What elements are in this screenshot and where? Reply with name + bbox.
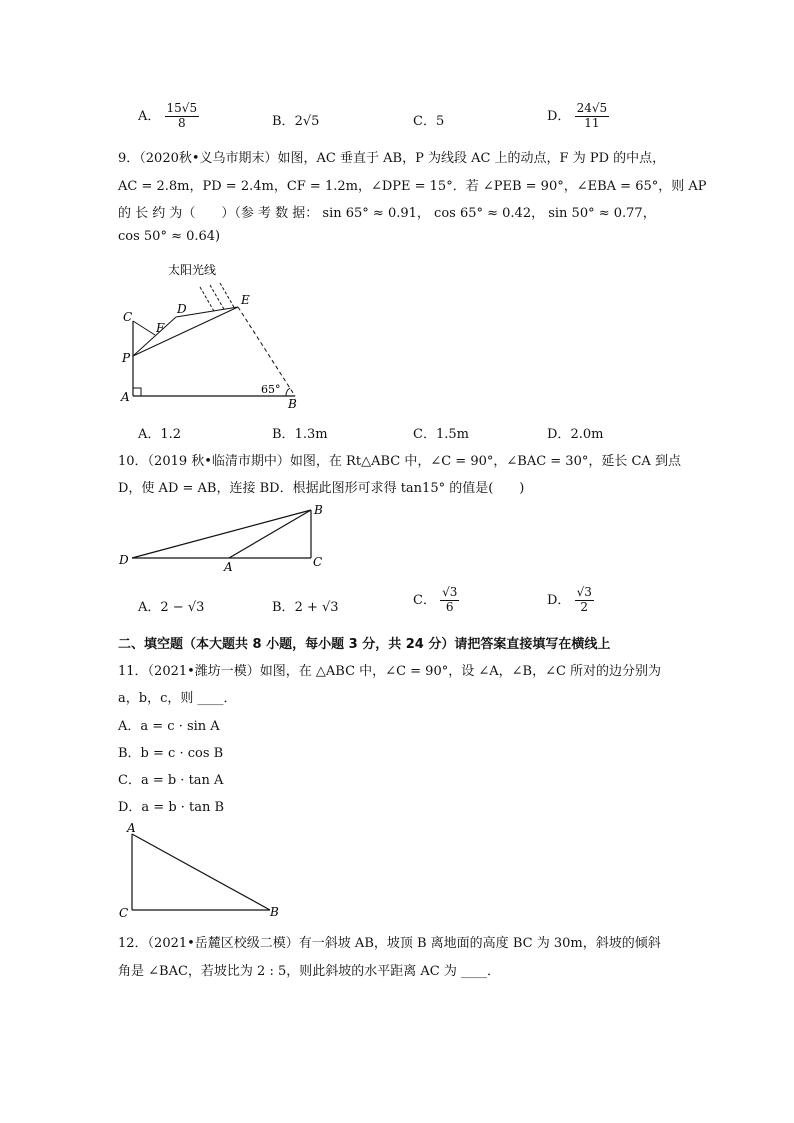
q11-figure xyxy=(110,818,300,923)
point-e: E xyxy=(241,293,250,307)
angle-label-65: 65° xyxy=(261,383,281,396)
sun-ray-3 xyxy=(220,283,235,309)
q9-text-line2: AC = 2.8m，PD = 2.4m，CF = 1.2m，∠DPE = 15°．若 ∠PEB = 90°，∠EBA = 65°，则 AP xyxy=(118,179,707,194)
q11-text-line2: a，b，c，则 ____． xyxy=(118,691,237,706)
q11-choice-d: D．a = b · tan B xyxy=(118,800,225,815)
sun-ray-2 xyxy=(210,285,225,311)
point-c: C xyxy=(123,310,133,324)
segment-pd xyxy=(133,317,176,356)
point-b: B xyxy=(288,397,297,411)
q8-option-c: C．5 xyxy=(413,114,445,129)
point-a: A xyxy=(121,390,130,404)
segment-ab xyxy=(132,834,270,910)
segment-ab xyxy=(229,510,311,558)
q9-figure xyxy=(110,255,320,415)
q10-text-line1: 10．（2019 秋•临清市期中）如图，在 Rt△ABC 中，∠C = 90°，∠BAC = 30°，延长 CA 到点 xyxy=(118,454,681,469)
point-c: C xyxy=(119,906,129,920)
q8-option-a: A． $\frac{15√5}{8}$ xyxy=(138,101,198,130)
point-a: A xyxy=(127,821,136,835)
q9-text-line3: 的 长 约 为（ ）（参 考 数 据： sin 65° ≈ 0.91， cos 65° ≈ 0.42， sin 50° ≈ 0.77， xyxy=(118,206,656,221)
section-title-fill-in: 二、填空题（本大题共 8 小题，每小题 3 分，共 24 分）请把答案直接填写在横线上 xyxy=(118,637,611,652)
point-f: F xyxy=(156,321,165,335)
sunlight-label: 太阳光线 xyxy=(168,263,217,277)
sun-ray-1 xyxy=(200,287,215,313)
q9-option-d: D．2.0m xyxy=(547,427,604,442)
q12-text-line2: 角是 ∠BAC，若坡比为 2 : 5，则此斜坡的水平距离 AC 为 ____． xyxy=(118,964,500,979)
q11-choice-a: A．a = c · sin A xyxy=(118,719,220,734)
q11-choice-b: B．b = c · cos B xyxy=(118,746,224,761)
q10-option-d: D． $\frac{√3}{2}$ xyxy=(547,585,592,614)
q10-option-b: B．2 + √3 xyxy=(272,600,339,615)
point-b: B xyxy=(314,503,323,517)
point-a: A xyxy=(224,560,233,574)
point-d: D xyxy=(119,553,129,567)
q9-text-line4: cos 50° ≈ 0.64) xyxy=(118,229,221,244)
point-d: D xyxy=(177,302,187,316)
q10-text-line2: D，使 AD = AB，连接 BD．根据此图形可求得 tan15° 的值是( ) xyxy=(118,481,525,496)
segment-db xyxy=(132,510,311,558)
q11-choice-c: C．a = b · tan A xyxy=(118,773,224,788)
point-b: B xyxy=(270,905,279,919)
q9-option-b: B．1.3m xyxy=(272,427,328,442)
angle-arc-b xyxy=(286,388,290,396)
segment-cf xyxy=(133,321,155,335)
right-angle-mark xyxy=(133,388,141,396)
q10-option-c: C． $\frac{√3}{6}$ xyxy=(413,585,458,614)
q10-option-a: A．2 − √3 xyxy=(138,600,205,615)
q9-text-line1: 9．（2020秋•义乌市期末）如图，AC 垂直于 AB，P 为线段 AC 上的动点，F 为 PD 的中点， xyxy=(118,151,666,166)
q9-option-c: C．1.5m xyxy=(413,427,469,442)
point-c: C xyxy=(313,555,323,569)
q9-option-a: A．1.2 xyxy=(138,427,182,442)
q11-text-line1: 11．（2021•潍坊一模）如图，在 △ABC 中，∠C = 90°，设 ∠A，∠B，∠C 所对的边分别为 xyxy=(118,664,662,679)
q12-text-line1: 12．（2021•岳麓区校级二模）有一斜坡 AB，坡顶 B 离地面的高度 BC 为 30m，斜坡的倾斜 xyxy=(118,936,661,951)
q8-option-d: D． $\frac{24√5}{11}$ xyxy=(547,101,608,130)
q10-figure xyxy=(110,500,340,575)
point-p: P xyxy=(122,351,131,365)
q8-option-b: B．2√5 xyxy=(272,114,320,129)
